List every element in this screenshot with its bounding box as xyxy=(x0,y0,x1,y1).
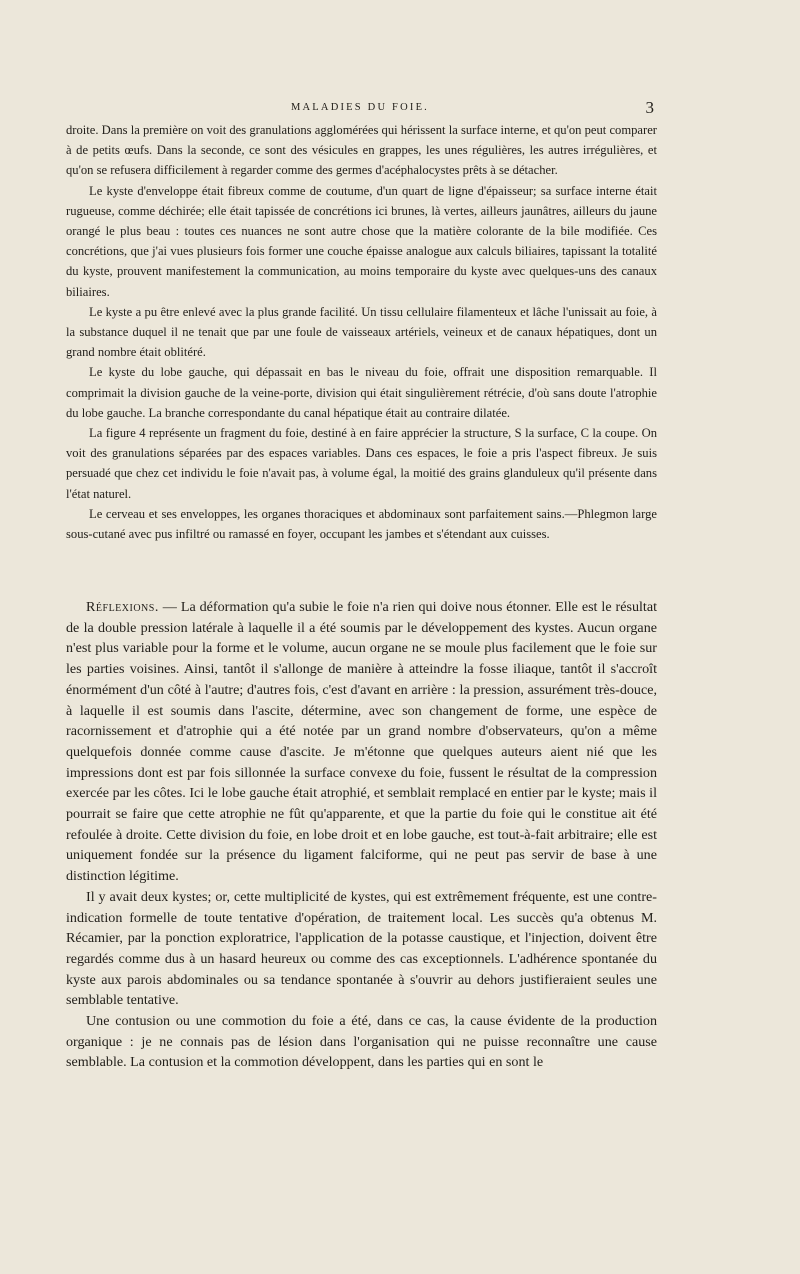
paragraph xyxy=(66,597,657,887)
reflexions-section xyxy=(66,597,657,1073)
page-number: 3 xyxy=(645,98,654,117)
paragraph: Une contusion ou une commotion du foie a été, dans ce cas, la cause évidente de la production organique : je ne connais pas de lésion dans l'organisation qui ne puisse reconnaître une cause semblable. La contusion et la commotion développent, dans les parties qui en sont le xyxy=(66,1013,657,1071)
running-title: MALADIES DU FOIE. xyxy=(290,102,430,113)
paragraph: Le cerveau et ses enveloppes, les organes thoraciques et abdominaux sont parfaitement sains.—Phlegmon large sous-cutané avec pus infiltré ou ramassé en foyer, occupant les jambes et s'étendant aux cuisses. xyxy=(66,506,657,542)
paragraph-text: — La déformation qu'a subie le foie n'a rien qui doive nous étonner. Elle est le résultat de la double pression latérale à laquelle il a été soumis par le développement des kystes. Aucun organe n'est plus variable pour la forme et le volume, aucun organe ne se moule plus facilement que le foie sur les parties voisines. Ainsi, tantôt il s'allonge de manière à atteindre la fosse iliaque, tantôt il s'accroît énormément d'un côté à l'autre; d'autres fois, c'est d'avant en arrière : la pression, assurément très-douce, à laquelle il est soumis dans l'ascite, détermine, avec son changement de forme, une espèce de racornissement et d'atrophie qui a été notée par un grand nombre d'observateurs, qu'on a même quelquefois donnée comme cause d'ascite. Je m'étonne que quelques auteurs aient nié que les impressions dont est par fois sillonnée la surface convexe du foie, fussent le résultat de la compression exercée par les côtes. Ici le lobe gauche était atrophié, et semblait remplacé en entier par le kyste; mais il pourrait se faire que cette atrophie ne fût qu'apparente, et que la partie du foie qui le constitue ait été refoulée à droite. Cette division du foie, en lobe droit et en lobe gauche, est tout-à-fait arbitraire; elle est uniquement fondée sur la présence du ligament falciforme, qui ne peut pas servir de base à une distinction légitime. xyxy=(66,599,657,885)
section-label: Réflexions. xyxy=(86,599,159,615)
running-head xyxy=(66,100,654,120)
paragraph: Il y avait deux kystes; or, cette multiplicité de kystes, qui est extrêmement fréquente, est une contre-indication formelle de toute tentative d'opération, de traitement local. Les succès qu'a obtenus M. Récamier, par la ponction exploratrice, l'application de la potasse caustique, et l'injection, doivent être regardés comme dus à un hasard heureux ou comme des cas exceptionnels. L'adhérence spontanée du kyste aux parois abdominales ou sa tendance spontanée à s'ouvrir au dehors justifieraient seules une semblable tentative. xyxy=(66,888,657,1009)
paragraph: Le kyste a pu être enlevé avec la plus grande facilité. Un tissu cellulaire filamenteux et lâche l'unissait au foie, à la substance duquel il ne tenait que par une foule de vaisseaux artériels, veineux et de canaux hépatiques, dont un grand nombre était oblitéré. xyxy=(66,304,657,360)
paragraph: Le kyste d'enveloppe était fibreux comme de coutume, d'un quart de ligne d'épaisseur; sa surface interne était rugueuse, comme déchirée; elle était tapissée de concrétions ici brunes, là vertes, ailleurs jaunâtres, ailleurs du jaune orangé le plus beau : toutes ces nuances ne sont autre chose que la matière colorante de la bile modifiée. Ces concrétions, que j'ai vues plusieurs fois former une couche épaisse analogue aux calculs biliaires, tapissant la totalité du kyste, prouvent manifestement la communication, au moins temporaire du kyste avec quelques-uns des canaux biliaires. xyxy=(66,183,657,299)
paragraph: La figure 4 représente un fragment du foie, destiné à en faire apprécier la structure, S la surface, C la coupe. On voit des granulations séparées par des espaces variables. Dans ces espaces, le foie a pris l'aspect fibreux. Je suis persuadé que chez cet individu le foie n'avait pas, à volume égal, la moitié des grains glanduleux qu'il présente dans l'état naturel. xyxy=(66,426,657,501)
paragraph: droite. Dans la première on voit des granulations agglomérées qui hérissent la surface interne, et qu'on peut comparer à de petits œufs. Dans la seconde, ce sont des vésicules en grappes, les unes régulières, les autres irrégulières, et qu'on se refusera difficilement à regarder comme des germes d'acéphalocystes prêts à se détacher. xyxy=(66,123,657,178)
paragraph: Le kyste du lobe gauche, qui dépassait en bas le niveau du foie, offrait une disposition remarquable. Il comprimait la division gauche de la veine-porte, division qui était singulièrement rétrécie, d'où sans doute l'atrophie du lobe gauche. La branche correspondante du canal hépatique était au contraire dilatée. xyxy=(66,365,657,420)
case-observation-text xyxy=(66,120,657,561)
